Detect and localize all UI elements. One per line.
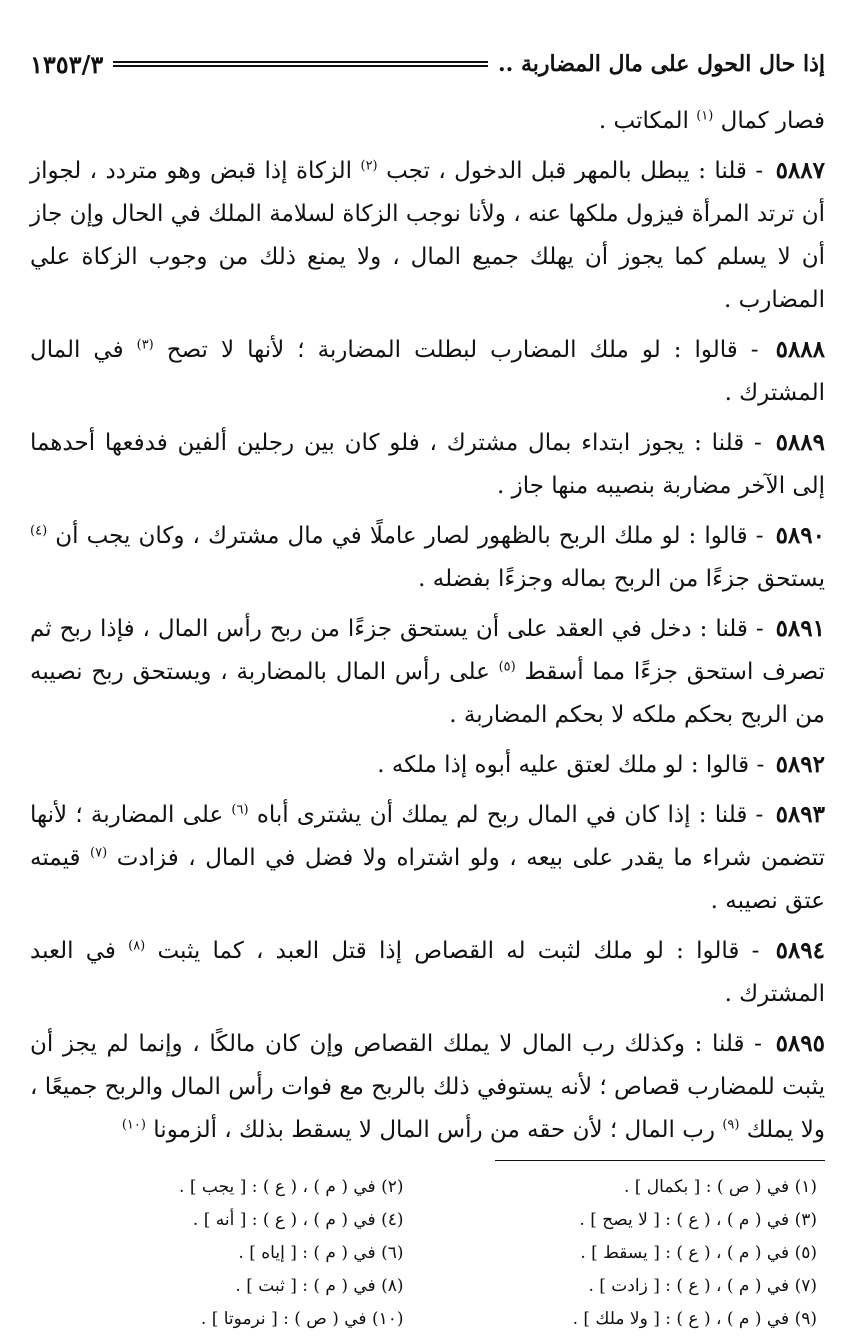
page-header <box>30 40 825 88</box>
text-segment: في العبد المشترك . <box>30 938 825 1007</box>
text-segment: فصار كمال <box>720 108 825 134</box>
text-segment: - قلنا : دخل في العقد على أن يستحق جزءًا من ربح رأس المال ، فإذا ربح ثم تصرف استحق جزءًا مما أسقط <box>30 616 825 685</box>
footnote-1: (١) في ( ص ) : [ بكمال ] . <box>623 1177 817 1197</box>
footnote-reference: (٩) <box>722 1117 740 1133</box>
footnote-5: (٥) في ( م ) ، ( ع ) : [ يسقط ] . <box>580 1243 817 1263</box>
footnote-reference: (٣) <box>136 337 154 353</box>
footnote-reference: (٨) <box>128 938 146 954</box>
text-segment: - قلنا : وكذلك رب المال لا يملك القصاص وإن كان مالكًا ، وإنما لم يجز أن يثبت للمضارب قصاص ؛ لأنه يستوفي ذلك بالربح مع فوات رأس المال والربح جميعًا ، ولا يملك <box>30 1031 825 1143</box>
footnote-reference: (٢) <box>360 158 378 174</box>
text-segment: - قلنا : يبطل بالمهر قبل الدخول ، تجب <box>386 158 772 184</box>
footnote-separator <box>495 1160 825 1161</box>
paragraph-5888 <box>30 328 825 415</box>
header-rule <box>113 61 488 67</box>
paragraph-5889 <box>30 421 825 508</box>
text-segment: - قلنا : إذا كان في المال ربح لم يملك أن يشترى أباه <box>256 802 772 828</box>
footnotes <box>30 1171 825 1336</box>
paragraph-number: ٥٨٩١ <box>775 615 825 642</box>
paragraph-number: ٥٨٩٣ <box>775 801 825 828</box>
book-page <box>30 40 826 1329</box>
paragraph-number: ٥٨٨٨ <box>775 336 826 363</box>
footnote-reference: (٤) <box>30 523 48 539</box>
text-segment: المكاتب . <box>598 108 697 134</box>
text-segment: - قالوا : لو ملك لثبت له القصاص إذا قتل العبد ، كما يثبت <box>157 938 772 964</box>
footnote-reference: (٥) <box>498 659 516 675</box>
text-segment: - قلنا : يجوز ابتداء بمال مشترك ، فلو كان بين رجلين ألفين فدفعها أحدهما إلى الآخر مضاربة بنصيبه منها جاز . <box>30 430 825 499</box>
footnote-4: (٤) في ( م ) ، ( ع ) : [ أنه ] . <box>192 1210 404 1230</box>
text-segment: رب المال ؛ لأن حقه من رأس المال لا يسقط بذلك ، ألزمونا <box>153 1117 723 1143</box>
paragraph-number: ٥٨٩٤ <box>775 937 825 964</box>
footnote-3: (٣) في ( م ) ، ( ع ) : [ لا يصح ] . <box>579 1210 817 1230</box>
paragraph-5895 <box>30 1022 825 1152</box>
paragraph-5891 <box>30 607 825 737</box>
text-segment: - قالوا : لو ملك المضارب لبطلت المضاربة ؛ لأنها لا تصح <box>166 337 772 363</box>
footnote-9: (٩) في ( م ) ، ( ع ) : [ ولا ملك ] . <box>572 1309 817 1329</box>
text-segment: يستحق جزءًا من الربح بماله وجزءًا بفضله . <box>418 566 825 592</box>
paragraph-5890 <box>30 514 825 601</box>
main-text <box>30 100 825 1152</box>
paragraph-number: ٥٨٩٢ <box>775 751 825 778</box>
paragraph-5893 <box>30 793 825 923</box>
paragraph-5887 <box>30 149 825 322</box>
footnote-reference: (٧) <box>90 845 108 861</box>
footnote-reference: (١) <box>696 108 714 124</box>
footnote-6: (٦) في ( م ) : [ إياه ] . <box>238 1243 404 1263</box>
page-number: ١٣٥٣/٣ <box>30 49 104 79</box>
paragraph-number: ٥٨٩٥ <box>775 1030 825 1057</box>
footnote-7: (٧) في ( م ) ، ( ع ) : [ زادت ] . <box>588 1276 817 1296</box>
paragraph-number: ٥٨٨٩ <box>775 429 825 456</box>
text-segment: على رأس المال بالمضاربة ، ويستحق ربح نصيبه من الربح بحكم ملكه لا بحكم المضاربة . <box>30 659 825 728</box>
text-segment: على المضاربة ؛ لأنها تتضمن شراء ما يقدر على بيعه ، ولو اشتراه ولا فضل في المال ، فزادت <box>30 802 825 871</box>
text-segment: قيمته عتق نصيبه . <box>30 845 825 914</box>
text-segment: - قالوا : لو ملك الربح بالظهور لصار عاملًا في مال مشترك ، وكان يجب أن <box>55 523 772 549</box>
paragraph-5892 <box>30 743 825 787</box>
text-segment: الزكاة إذا قبض وهو متردد ، لجواز أن ترتد المرأة فيزول ملكها عنه ، ولأنا نوجب الزكاة لسلامة الملك في الحال وإن جاز أن لا يسلم كما يجوز أن يهلك جميع المال ، ولا يمنع ذلك من وجوب الزكاة علي المضارب . <box>30 158 825 313</box>
text-segment: - قالوا : لو ملك لعتق عليه أبوه إذا ملكه . <box>377 752 772 778</box>
running-title: إذا حال الحول على مال المضاربة .. <box>497 51 825 77</box>
paragraph-number: ٥٨٨٧ <box>775 157 825 184</box>
footnote-2: (٢) في ( م ) ، ( ع ) : [ يجب ] . <box>179 1177 404 1197</box>
paragraph-5894 <box>30 929 825 1016</box>
footnote-reference: (١٠) <box>121 1117 146 1133</box>
footnote-10: (١٠) في ( ص ) : [ نرموتا ] . <box>200 1309 404 1329</box>
footnote-8: (٨) في ( م ) : [ ثبت ] . <box>235 1276 404 1296</box>
footnote-reference: (٦) <box>231 802 249 818</box>
paragraph-number: ٥٨٩٠ <box>775 522 825 549</box>
text-segment: في المال المشترك . <box>30 337 825 406</box>
paragraph-continuation <box>30 100 825 143</box>
